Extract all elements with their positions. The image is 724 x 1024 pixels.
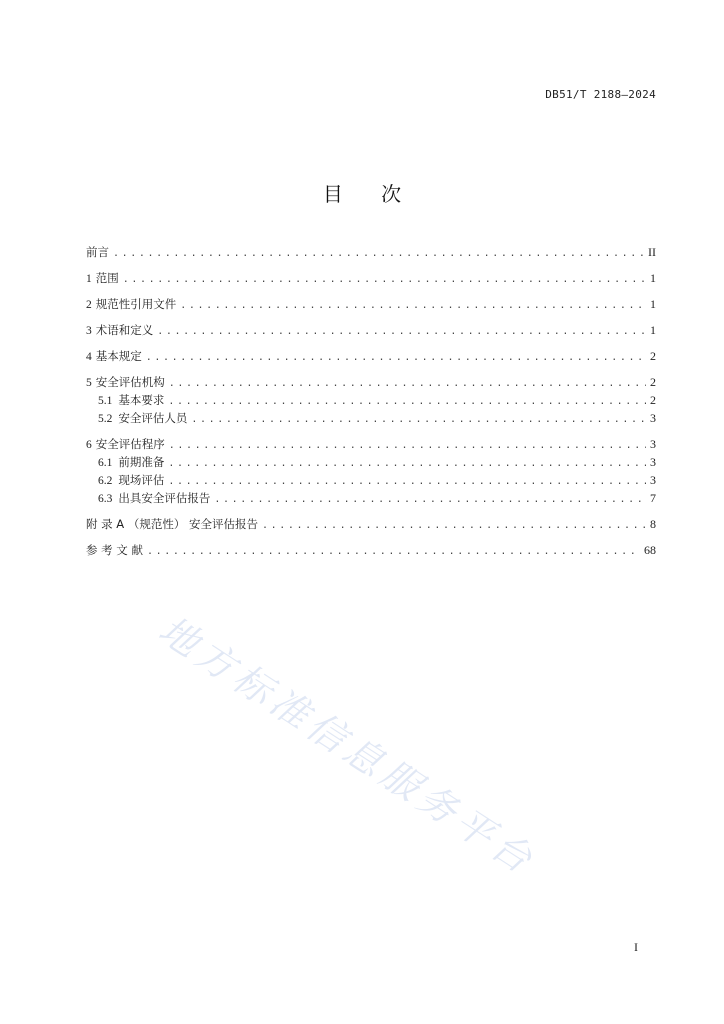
toc-leader-dots <box>157 324 646 340</box>
toc-entry-page: 3 <box>650 473 656 487</box>
toc-entry-label: 现场评估 <box>118 473 165 487</box>
toc-entry-number: 6 <box>86 439 92 451</box>
toc-entry-basic-provisions[interactable] <box>86 348 656 366</box>
toc-entry-assessment-agency[interactable] <box>86 374 656 392</box>
toc-entry-scope[interactable] <box>86 270 656 288</box>
toc-entry-number: 5.2 <box>98 413 113 425</box>
toc-entry-label: 术语和定义 <box>95 323 154 337</box>
page-number: I <box>634 940 638 954</box>
toc-entry-number: 5 <box>86 377 92 389</box>
toc-entry-page: 1 <box>650 271 656 285</box>
toc-leader-dots <box>168 456 646 472</box>
toc-entry-page: 7 <box>650 491 656 505</box>
toc-entry-label: 安全评估机构 <box>95 375 165 389</box>
toc-entry-assessment-personnel[interactable] <box>86 410 656 428</box>
toc-entry-label: 安全评估人员 <box>118 411 188 425</box>
toc-entry-page: 3 <box>650 411 656 425</box>
toc-entry-page: 1 <box>650 323 656 337</box>
toc-title: 目 次 <box>322 182 418 206</box>
toc-leader-dots <box>168 394 646 410</box>
toc-entry-label: 出具安全评估报告 <box>118 491 211 505</box>
toc-entry-number: 4 <box>86 351 92 363</box>
toc-entry-label: 参 考 文 献 <box>86 543 143 557</box>
toc-entry-label: 基本规定 <box>95 349 142 363</box>
toc-entry-page: 3 <box>650 455 656 469</box>
toc-entry-number: 2 <box>86 299 92 311</box>
watermark: 地方标准信息服务平台 <box>151 607 545 885</box>
toc-leader-dots <box>262 518 646 534</box>
toc-entry-assessment-procedure[interactable] <box>86 436 656 454</box>
toc-leader-dots <box>147 544 640 560</box>
toc-entry-page: II <box>648 245 656 259</box>
toc-entry-number: 1 <box>86 273 92 285</box>
toc-leader-dots <box>169 438 646 454</box>
toc-entry-preparation[interactable] <box>86 454 656 472</box>
toc-leader-dots <box>180 298 646 314</box>
toc-leader-dots <box>146 350 646 366</box>
document-code: DB51/T 2188—2024 <box>545 88 656 101</box>
toc-entry-page: 8 <box>650 517 656 531</box>
toc-entry-page: 3 <box>650 437 656 451</box>
toc-entry-label: 附 录 A （规范性） 安全评估报告 <box>86 517 258 531</box>
toc-leader-dots <box>113 246 644 262</box>
toc-leader-dots <box>191 412 646 428</box>
toc-entry-page: 1 <box>650 297 656 311</box>
toc-entry-label: 前期准备 <box>118 455 165 469</box>
table-of-contents <box>86 244 656 560</box>
toc-entry-issue-report[interactable] <box>86 490 656 508</box>
toc-entry-page: 2 <box>650 375 656 389</box>
toc-entry-page: 68 <box>644 543 656 557</box>
toc-entry-normative-references[interactable] <box>86 296 656 314</box>
toc-entry-number: 6.2 <box>98 475 113 487</box>
toc-entry-label: 前言 <box>86 245 109 259</box>
toc-entry-foreword[interactable] <box>86 244 656 262</box>
toc-entry-terms[interactable] <box>86 322 656 340</box>
toc-entry-page: 2 <box>650 393 656 407</box>
toc-entry-label: 基本要求 <box>118 393 165 407</box>
toc-entry-label: 范围 <box>95 271 119 285</box>
toc-leader-dots <box>214 492 646 508</box>
toc-entry-number: 6.1 <box>98 457 113 469</box>
toc-leader-dots <box>123 272 646 288</box>
toc-entry-page: 2 <box>650 349 656 363</box>
toc-entry-appendix-a[interactable] <box>86 516 656 534</box>
toc-entry-number: 6.3 <box>98 493 113 505</box>
toc-entry-bibliography[interactable] <box>86 542 656 560</box>
toc-leader-dots <box>168 474 646 490</box>
toc-entry-number: 3 <box>86 325 92 337</box>
toc-entry-number: 5.1 <box>98 395 113 407</box>
toc-entry-site-assessment[interactable] <box>86 472 656 490</box>
toc-leader-dots <box>169 376 646 392</box>
toc-entry-label: 规范性引用文件 <box>95 297 177 311</box>
toc-entry-label: 安全评估程序 <box>95 437 165 451</box>
toc-entry-basic-requirements[interactable] <box>86 392 656 410</box>
